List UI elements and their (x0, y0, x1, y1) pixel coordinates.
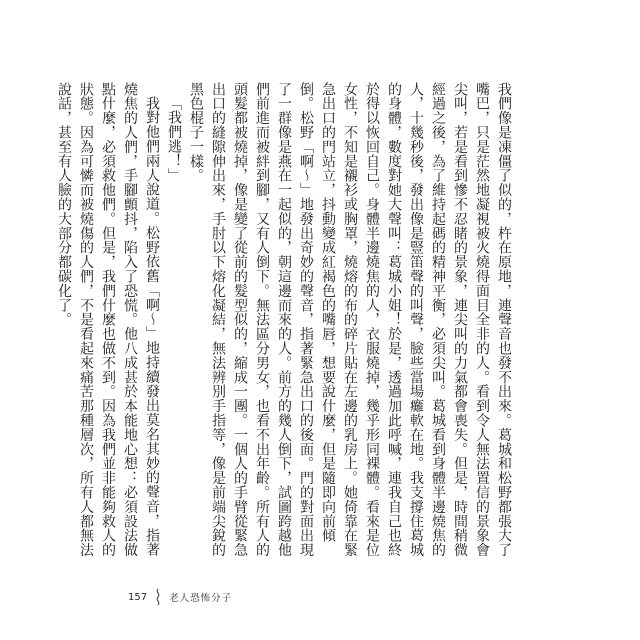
body-paragraph: 我們像是凍僵了似的，杵在原地，連聲音也發不出來。葛城和松野都張大了嘴巴，只是茫然地凝視被火燒得面目全非的人。看到令人無法置信的景象會尖叫，若是看到慘不忍睹的景象，連尖叫的力氣都會喪失。但是，時間稍微經過之後，為了維持起碼的精神平衡，必須尖叫。葛城看到身體半邊燒焦的人，十幾秒後，發出像是豎笛聲的叫聲，臉些當場癱軟在地。我支撐住葛城的身體，數度對她大聲叫：葛城小姐！於是，透過加此呼喊，連我自己也終於得以恢回自己。身體半邊燒焦的人，衣服燒掉，幾乎形同裸體。看來是位女性，不知是襯衫或胸罩，燒熔的布的碎片貼在左邊的乳房上。她倚靠在緊急出口的門站立，抖動變成紅褐色的嘴唇，想要說什麼，但是隨即向前傾倒。松野「啊～」地發出奇妙的聲音，指著緊急出口的後面。門的對面出現了一群像是燕在一起似的，朝這邊而來的人。前方的幾人倒下，試圖跨越他們前進而被絆到腳，又有人倒下。無法區分男女，也看不出年齡。所有人的頭髮都被燒掉，像是變了從前的髮型似的，縮成一團。一個人的手臂從緊急出口的縫隙伸出來，手肘以下熔化凝結，無法辨別手指等，像是前端尖銳的黑色棍子一樣。 (188, 82, 512, 558)
page-number: 157 (128, 591, 148, 603)
book-title: 老人恐怖分子 (169, 593, 233, 604)
dialogue-paragraph: 「我們逃！」 (166, 96, 182, 183)
page-footer (128, 588, 232, 606)
wave-divider-icon (153, 588, 163, 606)
body-paragraph: 我對他們兩人說道。松野依舊「啊～」地持續發出莫名其妙的聲音，指著燒焦的人們，手腳顫抖，陷入了恐慌。他八成甚於本能地心想：必須設法做點什麼，必須救他們。但是，我們什麼也做不到。因為我們並非能夠救人的狀態。因為可憐而被燒傷的人們，不是看起來痛苦那種層次，所有人都無法說話，甚至有人臉的大部分都碳化了。 (56, 82, 160, 558)
vertical-text-body (56, 82, 515, 560)
